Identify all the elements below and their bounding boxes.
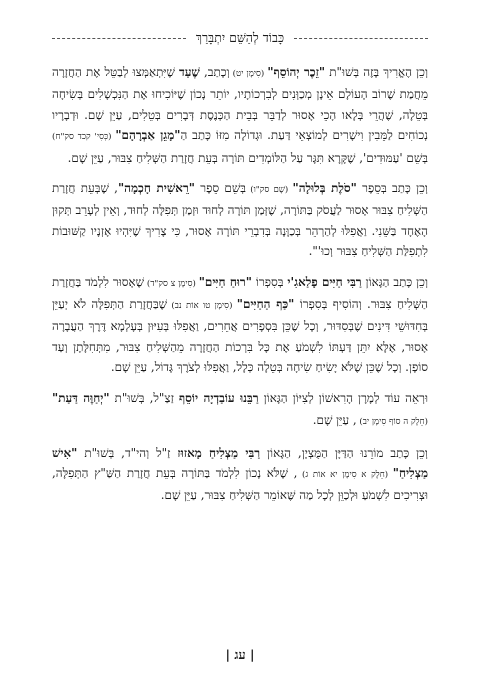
document-body <box>52 62 428 516</box>
paragraph <box>52 388 428 433</box>
source-citation: (חֵלֶק ה סוֹף סִימָן יב) <box>356 417 428 428</box>
source-citation: (סִימָן צ סק"ד) <box>144 278 199 289</box>
bold-term: רַבֵּנוּ עוֹבַדְיָה יוֹסֵף <box>178 390 259 405</box>
paragraph-text: וְכֵן כָּתַב מוֹרֵנוּ הַדַּיָּן הַמֻּצְיָן, הַגָּאוֹן <box>260 445 428 460</box>
source-citation: (חֵלֶק א סִימָן יא אוֹת ג) <box>297 469 393 480</box>
bold-term: "רֵאשִׁית חָכְמָה" <box>117 181 195 196</box>
paragraph-text: וְכֵן הֶאֱרִיךְ בָּזֶה בְּשׁוּ"ת <box>325 65 428 79</box>
paragraph-text: וְכֵן כָּתַב בְּסֵפֶר <box>356 181 428 196</box>
bold-term: "מָגֵן אַבְרָהָם" <box>115 128 181 143</box>
paragraph-text: וְכֵן כָּתַב הַגָּאוֹן <box>361 274 428 289</box>
paragraph-text: , שֶׁבְּעֵת חֲזָרַת הַשְּׁלִיחַ צִבּוּר אָסוּר לַעֲסֹק בַּתּוֹרָה, שֶׁזְּמַן תּוֹרָה לְחוּד וּזְמַן תְּפִלָּה לְחוּד, וְאֵין לְעָרֵב תְּקוּן הָאֶחָד בַּשֵּׁנִי. וַאֲפִלּוּ לְהַרְהֵר בְּכַוָּנָה בְּדִבְרֵי תּוֹרָה אָסוּר, כִּי צָרִיךְ שֶׁיִּהְיוּ אָזְנָיו קַשּׁוּבוֹת לִתְפִלַּת הַשְּׁלִיחַ צִבּוּר וְכוּ'". <box>52 181 428 259</box>
paragraph <box>52 272 428 378</box>
bold-term: שֶׁעַד <box>178 65 200 79</box>
source-citation: (סִימָן טו אוֹת נב) <box>167 301 237 312</box>
bold-term: "אִישׁ מַצְלִיחַ" <box>52 445 428 480</box>
paragraph <box>52 178 428 262</box>
paragraph-text: בְּשֵׁם סֵפֶר <box>194 181 246 196</box>
bold-term: "כַּף הַחַיִּים" <box>236 297 295 312</box>
bold-term: "זֵכֶר יְהוֹסֵף" <box>267 65 326 79</box>
paragraph <box>52 62 428 168</box>
bold-term: "יְחַוֶּה דַּעַת" <box>52 390 110 405</box>
header-rule-right <box>294 38 428 39</box>
running-header <box>52 28 428 48</box>
header-title: כָּבוֹד לְהַשֵּׁם יִתְבָּרַךְ <box>195 30 285 45</box>
paragraph-text: , עַיֵּן שָׁם. <box>312 413 357 428</box>
bold-term: "סֹלֶת בְּלוּלָה" <box>292 181 357 196</box>
paragraph-text: שֶׁאָסוּר לִלְמֹד בַּחֲזָרַת הַשְּׁלִיחַ צִבּוּר. וְהוֹסִיף בְּסִפְרוֹ <box>52 274 428 312</box>
bold-term: "רוּחַ חַיִּים" <box>198 274 252 289</box>
paragraph-text: , שֶׁלֹּא נָכוֹן לִלְמֹד בַּתּוֹרָה בְּעֵת חֲזָרַת הַשַּׁ"ץ הַתְּפִלָּה, וּצְרִיכִים לִשְׁמֹעַ וּלְכַוֵּן לְכָל מַה שֶּׁאוֹמֵר הַשְּׁלִיחַ צִבּוּר, עַיֵּן שָׁם. <box>52 465 428 503</box>
bold-term: רַבִּי חַיִּים פָלַאגִ'י <box>287 274 362 289</box>
source-citation: (כְּסִי' קכד סק"ח) <box>52 132 116 143</box>
source-citation: (שָׁם סק"ו) <box>245 185 293 196</box>
bold-term: רַבִּי מַצְלִיחַ מָאזוּז <box>177 445 261 460</box>
paragraph-text: בְּסִפְרוֹ <box>251 274 288 289</box>
paragraph-text: וּרְאֵה עוֹד לְמָרָן הָרִאשׁוֹן לְצִיּוֹן הַגָּאוֹן <box>258 390 428 405</box>
paragraph-text: וְכָתַב, <box>199 65 230 79</box>
header-rule-left <box>52 38 186 39</box>
source-citation: (סִימָן יט) <box>229 69 268 79</box>
paragraph-text: בְּשֵׁם 'עַמּוּדִים', שֶׁקָּרָא תִּגָּר עַל הַלּוֹמְדִים תּוֹרָה בְּעֵת חֲזָרַת הַשְּׁלִיחַ צִבּוּר, עַיֵּן שָׁם. <box>67 150 428 165</box>
paragraph-text: זַצַ"ל, בְּשׁוּ"ת <box>109 390 179 405</box>
paragraph-text: זַ"ל וְהי"ד, בְּשׁוּ"ת <box>77 445 178 460</box>
page-number: | עג | <box>225 647 255 662</box>
paragraph-text: שֶׁבַּחֲזָרַת הַתְּפִלָּה לֹא יְעַיֵּן בְּחִדּוּשֵׁי דִּינִים שֶׁבְּסִדּוּר, וְכָל שֶׁכֵּן בִּסְפָרִים אֲחֵרִים, וַאֲפִלּוּ בְּעִיּוּן בְּעָלְמָא דֶּרֶךְ הַעֲבָרָה אָסוּר, אֶלָּא יִתֵּן דַּעְתּוֹ לִשְׁמֹעַ אֶת כָּל בִּרְכוֹת הַחֲזָרָה מֵהַשְּׁלִיחַ צִבּוּר, מִתְּחִלָּתָן וְעַד סוֹפָן. וְכָל שֶׁכֵּן שֶׁלֹּא יָשִׂיחַ שִׂיחָה בְּטֵלָה כְּלָל, וַאֲפִלּוּ לְצֹרֶךְ גָּדוֹל, עַיֵּן שָׁם. <box>52 297 428 375</box>
paragraph-text: שֶׁיִּתְאַמְּצוּ לְבַטֵּל אֶת הַחֲזָרָה מֵחֲמַת שֶׁרוֹב הָעוֹלָם אֵינָן מְכַוְּנִים לְבִרְכוֹתָיו, יוֹתֵר נָכוֹן שֶׁיּוֹכִיחוּ אֶת הַנִּכְשָׁלִים בְּשִׂיחָה בְּטֵלָה, שֶׁהֲרֵי בְּלָאו הָכֵי אָסוּר לְדַבֵּר בְּבֵית הַכְּנֶסֶת דְּבָרִים בְּטֵלִים, עַיֵּן שָׁם. וּדְבָרָיו נְכוֹחִים לַמֵּבִין וִישָׁרִים לְמוֹצְאֵי דַּעַת. וּגְדוֹלָה מִזּוֹ כָּתַב הַ <box>52 65 429 143</box>
paragraph <box>52 443 428 506</box>
